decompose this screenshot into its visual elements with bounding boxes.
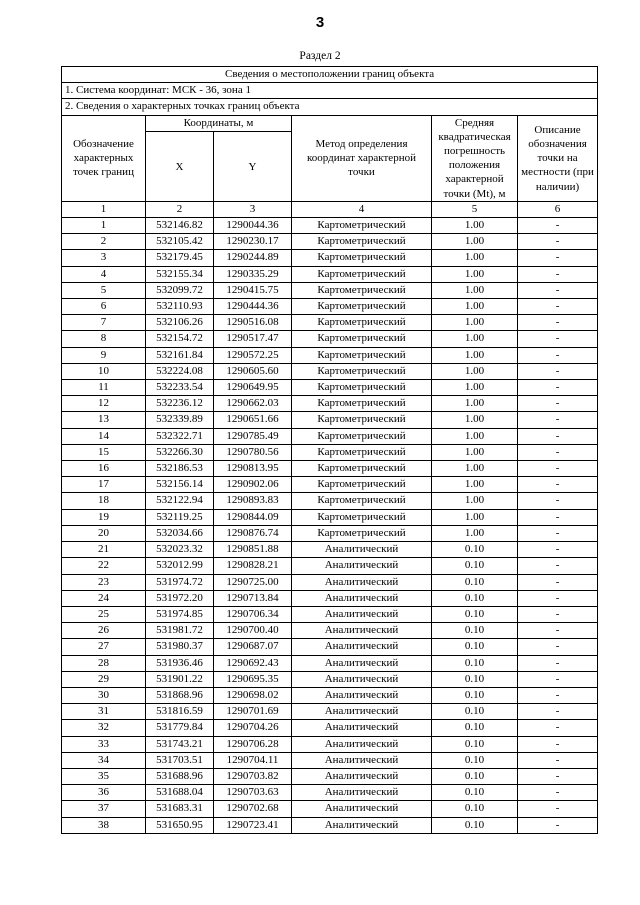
table-row bbox=[62, 493, 598, 509]
table-row bbox=[62, 542, 598, 558]
table-row bbox=[62, 736, 598, 752]
table-row bbox=[62, 623, 598, 639]
y-coordinate-cell: 1290244.89 bbox=[214, 250, 292, 266]
x-coordinate-cell: 531901.22 bbox=[146, 671, 214, 687]
description-cell: - bbox=[518, 752, 598, 768]
description-cell: - bbox=[518, 493, 598, 509]
description-cell: - bbox=[518, 768, 598, 784]
x-coordinate-cell: 532023.32 bbox=[146, 542, 214, 558]
description-cell: - bbox=[518, 542, 598, 558]
point-number-cell: 17 bbox=[62, 477, 146, 493]
point-number-cell: 28 bbox=[62, 655, 146, 671]
method-cell: Картометрический bbox=[292, 444, 432, 460]
error-cell: 0.10 bbox=[432, 606, 518, 622]
x-coordinate-cell: 532110.93 bbox=[146, 299, 214, 315]
y-coordinate-cell: 1290692.43 bbox=[214, 655, 292, 671]
x-coordinate-cell: 531868.96 bbox=[146, 687, 214, 703]
description-cell: - bbox=[518, 509, 598, 525]
error-cell: 0.10 bbox=[432, 801, 518, 817]
point-number-cell: 21 bbox=[62, 542, 146, 558]
point-number-cell: 35 bbox=[62, 768, 146, 784]
header-y: Y bbox=[214, 132, 292, 201]
method-cell: Картометрический bbox=[292, 234, 432, 250]
y-coordinate-cell: 1290702.68 bbox=[214, 801, 292, 817]
description-cell: - bbox=[518, 250, 598, 266]
x-coordinate-cell: 532155.34 bbox=[146, 266, 214, 282]
description-cell: - bbox=[518, 817, 598, 833]
table-row bbox=[62, 347, 598, 363]
table-row bbox=[62, 639, 598, 655]
section-label: Раздел 2 bbox=[299, 50, 341, 62]
y-coordinate-cell: 1290902.06 bbox=[214, 477, 292, 493]
description-cell: - bbox=[518, 720, 598, 736]
point-number-cell: 25 bbox=[62, 606, 146, 622]
method-cell: Картометрический bbox=[292, 380, 432, 396]
table-row bbox=[62, 768, 598, 784]
description-cell: - bbox=[518, 266, 598, 282]
error-cell: 0.10 bbox=[432, 558, 518, 574]
table-row bbox=[62, 299, 598, 315]
error-cell: 0.10 bbox=[432, 671, 518, 687]
y-coordinate-cell: 1290723.41 bbox=[214, 817, 292, 833]
method-cell: Аналитический bbox=[292, 590, 432, 606]
error-cell: 1.00 bbox=[432, 331, 518, 347]
x-coordinate-cell: 532106.26 bbox=[146, 315, 214, 331]
error-cell: 1.00 bbox=[432, 380, 518, 396]
error-cell: 0.10 bbox=[432, 655, 518, 671]
method-cell: Аналитический bbox=[292, 558, 432, 574]
y-coordinate-cell: 1290230.17 bbox=[214, 234, 292, 250]
method-cell: Аналитический bbox=[292, 671, 432, 687]
header-error: Средняя квадратическая погрешность положения характерной точки (Mt), м bbox=[432, 115, 518, 201]
error-cell: 1.00 bbox=[432, 444, 518, 460]
x-coordinate-cell: 531650.95 bbox=[146, 817, 214, 833]
x-coordinate-cell: 531683.31 bbox=[146, 801, 214, 817]
x-coordinate-cell: 532339.89 bbox=[146, 412, 214, 428]
method-cell: Аналитический bbox=[292, 768, 432, 784]
method-cell: Картометрический bbox=[292, 428, 432, 444]
error-cell: 0.10 bbox=[432, 736, 518, 752]
header-x: X bbox=[146, 132, 214, 201]
description-cell: - bbox=[518, 574, 598, 590]
point-number-cell: 19 bbox=[62, 509, 146, 525]
y-coordinate-cell: 1290335.29 bbox=[214, 266, 292, 282]
method-cell: Аналитический bbox=[292, 542, 432, 558]
description-cell: - bbox=[518, 525, 598, 541]
point-number-cell: 12 bbox=[62, 396, 146, 412]
table-row bbox=[62, 428, 598, 444]
table-row bbox=[62, 461, 598, 477]
point-number-cell: 10 bbox=[62, 363, 146, 379]
description-cell: - bbox=[518, 234, 598, 250]
point-number-cell: 27 bbox=[62, 639, 146, 655]
description-cell: - bbox=[518, 671, 598, 687]
description-cell: - bbox=[518, 687, 598, 703]
description-cell: - bbox=[518, 315, 598, 331]
column-number: 5 bbox=[432, 201, 518, 217]
x-coordinate-cell: 531779.84 bbox=[146, 720, 214, 736]
x-coordinate-cell: 532105.42 bbox=[146, 234, 214, 250]
x-coordinate-cell: 532224.08 bbox=[146, 363, 214, 379]
table-row bbox=[62, 250, 598, 266]
method-cell: Картометрический bbox=[292, 396, 432, 412]
y-coordinate-cell: 1290701.69 bbox=[214, 704, 292, 720]
x-coordinate-cell: 531974.72 bbox=[146, 574, 214, 590]
table-row bbox=[62, 785, 598, 801]
method-cell: Аналитический bbox=[292, 720, 432, 736]
method-cell: Картометрический bbox=[292, 282, 432, 298]
y-coordinate-cell: 1290651.66 bbox=[214, 412, 292, 428]
y-coordinate-cell: 1290706.34 bbox=[214, 606, 292, 622]
description-cell: - bbox=[518, 331, 598, 347]
description-cell: - bbox=[518, 623, 598, 639]
error-cell: 0.10 bbox=[432, 639, 518, 655]
error-cell: 0.10 bbox=[432, 752, 518, 768]
method-cell: Картометрический bbox=[292, 412, 432, 428]
y-coordinate-cell: 1290700.40 bbox=[214, 623, 292, 639]
table-row bbox=[62, 380, 598, 396]
y-coordinate-cell: 1290662.03 bbox=[214, 396, 292, 412]
error-cell: 1.00 bbox=[432, 347, 518, 363]
header-point: Обозначение характерных точек границ bbox=[62, 115, 146, 201]
x-coordinate-cell: 532236.12 bbox=[146, 396, 214, 412]
y-coordinate-cell: 1290649.95 bbox=[214, 380, 292, 396]
column-number: 2 bbox=[146, 201, 214, 217]
error-cell: 1.00 bbox=[432, 525, 518, 541]
x-coordinate-cell: 531688.96 bbox=[146, 768, 214, 784]
error-cell: 0.10 bbox=[432, 817, 518, 833]
method-cell: Аналитический bbox=[292, 817, 432, 833]
description-cell: - bbox=[518, 477, 598, 493]
x-coordinate-cell: 532119.25 bbox=[146, 509, 214, 525]
header-coords: Координаты, м bbox=[146, 115, 292, 132]
method-cell: Аналитический bbox=[292, 606, 432, 622]
point-number-cell: 38 bbox=[62, 817, 146, 833]
description-cell: - bbox=[518, 396, 598, 412]
table-row bbox=[62, 412, 598, 428]
description-cell: - bbox=[518, 558, 598, 574]
point-number-cell: 23 bbox=[62, 574, 146, 590]
error-cell: 1.00 bbox=[432, 477, 518, 493]
error-cell: 1.00 bbox=[432, 282, 518, 298]
method-cell: Картометрический bbox=[292, 250, 432, 266]
x-coordinate-cell: 532186.53 bbox=[146, 461, 214, 477]
error-cell: 1.00 bbox=[432, 412, 518, 428]
y-coordinate-cell: 1290713.84 bbox=[214, 590, 292, 606]
point-number-cell: 15 bbox=[62, 444, 146, 460]
x-coordinate-cell: 531972.20 bbox=[146, 590, 214, 606]
y-coordinate-cell: 1290687.07 bbox=[214, 639, 292, 655]
method-cell: Картометрический bbox=[292, 525, 432, 541]
description-cell: - bbox=[518, 299, 598, 315]
y-coordinate-cell: 1290813.95 bbox=[214, 461, 292, 477]
points-heading-row: 2. Сведения о характерных точках границ объекта bbox=[62, 99, 598, 115]
x-coordinate-cell: 531980.37 bbox=[146, 639, 214, 655]
error-cell: 0.10 bbox=[432, 590, 518, 606]
method-cell: Картометрический bbox=[292, 266, 432, 282]
method-cell: Картометрический bbox=[292, 509, 432, 525]
error-cell: 1.00 bbox=[432, 363, 518, 379]
y-coordinate-cell: 1290704.11 bbox=[214, 752, 292, 768]
page-number: 3 bbox=[315, 14, 325, 31]
table-row bbox=[62, 234, 598, 250]
point-number-cell: 26 bbox=[62, 623, 146, 639]
x-coordinate-cell: 532099.72 bbox=[146, 282, 214, 298]
method-cell: Картометрический bbox=[292, 218, 432, 234]
error-cell: 1.00 bbox=[432, 428, 518, 444]
method-cell: Картометрический bbox=[292, 299, 432, 315]
y-coordinate-cell: 1290703.63 bbox=[214, 785, 292, 801]
header-method: Метод определения координат характерной точки bbox=[292, 115, 432, 201]
table-row bbox=[62, 720, 598, 736]
point-number-cell: 33 bbox=[62, 736, 146, 752]
point-number-cell: 22 bbox=[62, 558, 146, 574]
table-row bbox=[62, 266, 598, 282]
point-number-cell: 24 bbox=[62, 590, 146, 606]
y-coordinate-cell: 1290695.35 bbox=[214, 671, 292, 687]
description-cell: - bbox=[518, 218, 598, 234]
table-row bbox=[62, 801, 598, 817]
y-coordinate-cell: 1290785.49 bbox=[214, 428, 292, 444]
point-number-cell: 8 bbox=[62, 331, 146, 347]
y-coordinate-cell: 1290698.02 bbox=[214, 687, 292, 703]
y-coordinate-cell: 1290444.36 bbox=[214, 299, 292, 315]
method-cell: Картометрический bbox=[292, 461, 432, 477]
description-cell: - bbox=[518, 704, 598, 720]
error-cell: 1.00 bbox=[432, 461, 518, 477]
table-row bbox=[62, 752, 598, 768]
x-coordinate-cell: 532161.84 bbox=[146, 347, 214, 363]
error-cell: 1.00 bbox=[432, 234, 518, 250]
error-cell: 0.10 bbox=[432, 704, 518, 720]
table-row bbox=[62, 606, 598, 622]
description-cell: - bbox=[518, 444, 598, 460]
point-number-cell: 14 bbox=[62, 428, 146, 444]
point-number-cell: 31 bbox=[62, 704, 146, 720]
x-coordinate-cell: 531703.51 bbox=[146, 752, 214, 768]
error-cell: 1.00 bbox=[432, 396, 518, 412]
column-number: 3 bbox=[214, 201, 292, 217]
error-cell: 1.00 bbox=[432, 509, 518, 525]
y-coordinate-cell: 1290725.00 bbox=[214, 574, 292, 590]
table-row bbox=[62, 574, 598, 590]
x-coordinate-cell: 531981.72 bbox=[146, 623, 214, 639]
y-coordinate-cell: 1290516.08 bbox=[214, 315, 292, 331]
method-cell: Картометрический bbox=[292, 477, 432, 493]
description-cell: - bbox=[518, 347, 598, 363]
column-number: 1 bbox=[62, 201, 146, 217]
method-cell: Картометрический bbox=[292, 493, 432, 509]
x-coordinate-cell: 531688.04 bbox=[146, 785, 214, 801]
method-cell: Аналитический bbox=[292, 687, 432, 703]
y-coordinate-cell: 1290044.36 bbox=[214, 218, 292, 234]
table-row bbox=[62, 558, 598, 574]
error-cell: 1.00 bbox=[432, 266, 518, 282]
point-number-cell: 20 bbox=[62, 525, 146, 541]
method-cell: Аналитический bbox=[292, 752, 432, 768]
error-cell: 0.10 bbox=[432, 687, 518, 703]
point-number-cell: 37 bbox=[62, 801, 146, 817]
y-coordinate-cell: 1290780.56 bbox=[214, 444, 292, 460]
y-coordinate-cell: 1290605.60 bbox=[214, 363, 292, 379]
point-number-cell: 34 bbox=[62, 752, 146, 768]
table-row bbox=[62, 687, 598, 703]
error-cell: 1.00 bbox=[432, 218, 518, 234]
method-cell: Аналитический bbox=[292, 785, 432, 801]
description-cell: - bbox=[518, 461, 598, 477]
y-coordinate-cell: 1290851.88 bbox=[214, 542, 292, 558]
table-row bbox=[62, 315, 598, 331]
y-coordinate-cell: 1290415.75 bbox=[214, 282, 292, 298]
point-number-cell: 29 bbox=[62, 671, 146, 687]
table-row bbox=[62, 477, 598, 493]
description-cell: - bbox=[518, 428, 598, 444]
x-coordinate-cell: 532156.14 bbox=[146, 477, 214, 493]
method-cell: Картометрический bbox=[292, 331, 432, 347]
description-cell: - bbox=[518, 282, 598, 298]
table-row bbox=[62, 282, 598, 298]
y-coordinate-cell: 1290844.09 bbox=[214, 509, 292, 525]
description-cell: - bbox=[518, 655, 598, 671]
description-cell: - bbox=[518, 606, 598, 622]
table-row bbox=[62, 817, 598, 833]
y-coordinate-cell: 1290876.74 bbox=[214, 525, 292, 541]
method-cell: Аналитический bbox=[292, 623, 432, 639]
method-cell: Аналитический bbox=[292, 736, 432, 752]
table-row bbox=[62, 509, 598, 525]
description-cell: - bbox=[518, 801, 598, 817]
description-cell: - bbox=[518, 736, 598, 752]
point-number-cell: 13 bbox=[62, 412, 146, 428]
coord-system-row: 1. Система координат: МСК - 36, зона 1 bbox=[62, 83, 598, 99]
point-number-cell: 16 bbox=[62, 461, 146, 477]
point-number-cell: 6 bbox=[62, 299, 146, 315]
description-cell: - bbox=[518, 363, 598, 379]
y-coordinate-cell: 1290517.47 bbox=[214, 331, 292, 347]
point-number-cell: 2 bbox=[62, 234, 146, 250]
point-number-cell: 7 bbox=[62, 315, 146, 331]
method-cell: Картометрический bbox=[292, 315, 432, 331]
point-number-cell: 5 bbox=[62, 282, 146, 298]
point-number-cell: 36 bbox=[62, 785, 146, 801]
y-coordinate-cell: 1290703.82 bbox=[214, 768, 292, 784]
x-coordinate-cell: 532266.30 bbox=[146, 444, 214, 460]
y-coordinate-cell: 1290828.21 bbox=[214, 558, 292, 574]
point-number-cell: 30 bbox=[62, 687, 146, 703]
error-cell: 0.10 bbox=[432, 623, 518, 639]
x-coordinate-cell: 532233.54 bbox=[146, 380, 214, 396]
error-cell: 1.00 bbox=[432, 315, 518, 331]
table-row bbox=[62, 396, 598, 412]
table-row bbox=[62, 218, 598, 234]
method-cell: Аналитический bbox=[292, 574, 432, 590]
table-row bbox=[62, 671, 598, 687]
table-title: Сведения о местоположении границ объекта bbox=[62, 67, 598, 83]
error-cell: 0.10 bbox=[432, 768, 518, 784]
point-number-cell: 3 bbox=[62, 250, 146, 266]
x-coordinate-cell: 532146.82 bbox=[146, 218, 214, 234]
error-cell: 0.10 bbox=[432, 785, 518, 801]
x-coordinate-cell: 531936.46 bbox=[146, 655, 214, 671]
error-cell: 1.00 bbox=[432, 493, 518, 509]
method-cell: Картометрический bbox=[292, 363, 432, 379]
x-coordinate-cell: 531743.21 bbox=[146, 736, 214, 752]
method-cell: Картометрический bbox=[292, 347, 432, 363]
y-coordinate-cell: 1290893.83 bbox=[214, 493, 292, 509]
description-cell: - bbox=[518, 412, 598, 428]
table-row bbox=[62, 525, 598, 541]
table-row bbox=[62, 363, 598, 379]
error-cell: 1.00 bbox=[432, 299, 518, 315]
point-number-cell: 1 bbox=[62, 218, 146, 234]
x-coordinate-cell: 532179.45 bbox=[146, 250, 214, 266]
description-cell: - bbox=[518, 785, 598, 801]
table-row bbox=[62, 704, 598, 720]
error-cell: 0.10 bbox=[432, 720, 518, 736]
x-coordinate-cell: 531974.85 bbox=[146, 606, 214, 622]
description-cell: - bbox=[518, 380, 598, 396]
boundary-points-table bbox=[61, 66, 598, 834]
description-cell: - bbox=[518, 639, 598, 655]
x-coordinate-cell: 531816.59 bbox=[146, 704, 214, 720]
point-number-cell: 32 bbox=[62, 720, 146, 736]
method-cell: Аналитический bbox=[292, 704, 432, 720]
description-cell: - bbox=[518, 590, 598, 606]
x-coordinate-cell: 532154.72 bbox=[146, 331, 214, 347]
table-row bbox=[62, 590, 598, 606]
column-number: 6 bbox=[518, 201, 598, 217]
point-number-cell: 9 bbox=[62, 347, 146, 363]
table-row bbox=[62, 331, 598, 347]
point-number-cell: 4 bbox=[62, 266, 146, 282]
method-cell: Аналитический bbox=[292, 655, 432, 671]
x-coordinate-cell: 532322.71 bbox=[146, 428, 214, 444]
y-coordinate-cell: 1290704.26 bbox=[214, 720, 292, 736]
point-number-cell: 18 bbox=[62, 493, 146, 509]
y-coordinate-cell: 1290706.28 bbox=[214, 736, 292, 752]
point-number-cell: 11 bbox=[62, 380, 146, 396]
table-row bbox=[62, 655, 598, 671]
error-cell: 1.00 bbox=[432, 250, 518, 266]
x-coordinate-cell: 532034.66 bbox=[146, 525, 214, 541]
y-coordinate-cell: 1290572.25 bbox=[214, 347, 292, 363]
error-cell: 0.10 bbox=[432, 542, 518, 558]
x-coordinate-cell: 532122.94 bbox=[146, 493, 214, 509]
header-description: Описание обозначения точки на местности (при наличии) bbox=[518, 115, 598, 201]
x-coordinate-cell: 532012.99 bbox=[146, 558, 214, 574]
method-cell: Аналитический bbox=[292, 639, 432, 655]
error-cell: 0.10 bbox=[432, 574, 518, 590]
method-cell: Аналитический bbox=[292, 801, 432, 817]
table-row bbox=[62, 444, 598, 460]
column-number: 4 bbox=[292, 201, 432, 217]
